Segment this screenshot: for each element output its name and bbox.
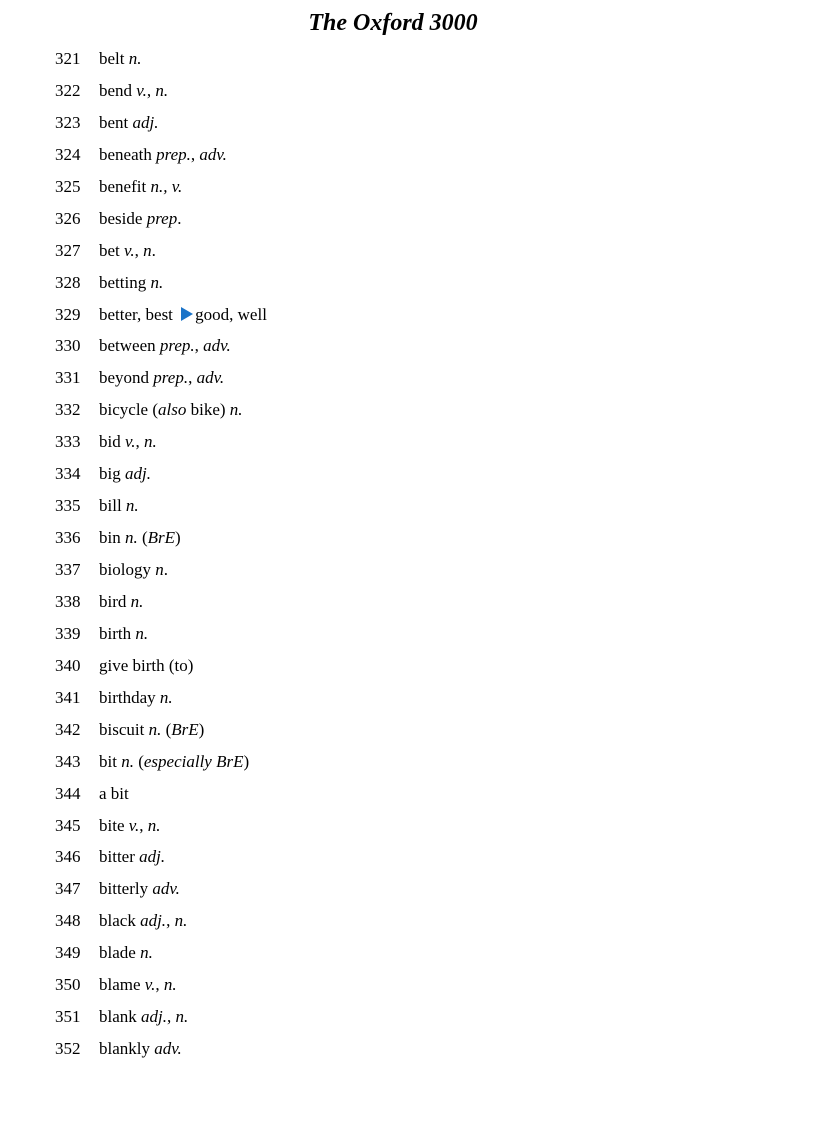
entry-word: bird (99, 591, 131, 611)
entry-label-italic: n. (128, 49, 142, 68)
entry-word: bitterly (99, 879, 153, 899)
entry-number: 324 (55, 144, 81, 164)
entry-label-italic: v. (124, 240, 135, 260)
entry-word: , (194, 336, 204, 356)
entry-text (99, 522, 181, 554)
entry-text (99, 969, 177, 1001)
entry-text (99, 330, 231, 362)
entry-word: birthday (99, 687, 160, 707)
entry-word: bill (99, 496, 126, 516)
entry-label-italic: n. (175, 1007, 189, 1027)
entry-label-italic: n. (130, 591, 144, 611)
list-item (0, 75, 816, 107)
entry-label-italic: adv. (196, 368, 225, 388)
entry-number: 342 (55, 719, 81, 739)
list-item (0, 746, 816, 778)
page-title: The Oxford 3000 (308, 10, 478, 36)
entry-label-italic: v. (144, 975, 156, 995)
entry-label-italic: adv. (203, 336, 231, 356)
entry-number: 341 (55, 687, 81, 707)
list-item (0, 714, 816, 746)
entry-text (99, 905, 187, 937)
list-item (0, 299, 816, 331)
entry-text (99, 810, 161, 842)
entry-word: bite (99, 815, 129, 835)
entry-word: blade (99, 943, 141, 963)
entry-text (99, 139, 227, 171)
list-item (0, 171, 816, 203)
entry-number: 325 (55, 176, 81, 196)
entry-number: 332 (55, 400, 81, 420)
entry-number: 350 (55, 975, 81, 995)
entry-label-italic: n. (150, 272, 164, 292)
entry-word: biscuit (99, 719, 149, 739)
list-item (0, 394, 816, 426)
entry-text (99, 75, 168, 107)
entry-number: 334 (55, 464, 81, 484)
entry-text (99, 937, 153, 969)
entry-text (99, 682, 173, 714)
list-item (0, 841, 816, 873)
list-item (0, 618, 816, 650)
entry-word: bent (99, 112, 133, 132)
entry-text (99, 841, 165, 873)
entry-word: . (151, 240, 156, 260)
entry-word: , (146, 80, 156, 100)
entry-word: , (139, 815, 148, 835)
entry-word: bit (99, 751, 122, 771)
list-item (0, 235, 816, 267)
list-item (0, 905, 816, 937)
list-item (0, 107, 816, 139)
entry-word: bend (99, 80, 137, 100)
entry-label-italic: n. (124, 528, 138, 548)
entry-word: . (163, 560, 168, 579)
entry-label-italic: prep (146, 208, 178, 228)
entry-word: ( (133, 751, 144, 771)
entry-word: biology (99, 560, 156, 579)
entry-number: 322 (55, 80, 81, 100)
entry-word: benefit (99, 176, 151, 196)
entry-word: bike) (186, 400, 230, 420)
entry-word: bid (99, 432, 125, 452)
entry-label-italic: n. (135, 623, 149, 643)
entry-label-italic: adj. (132, 112, 159, 132)
entry-word: birth (99, 623, 136, 643)
entry-number: 344 (55, 783, 81, 803)
entry-text (99, 650, 193, 682)
entry-word: bitter (99, 847, 140, 867)
entry-word: bin (99, 528, 125, 548)
entry-word: bicycle ( (99, 400, 158, 420)
entry-word: big (99, 464, 125, 484)
entry-label-italic: BrE (147, 528, 176, 548)
entry-text (99, 43, 142, 75)
entry-text (99, 426, 157, 458)
entry-number: 349 (55, 943, 81, 963)
list-item (0, 682, 816, 714)
list-item (0, 873, 816, 905)
entry-label-italic: especially BrE (143, 751, 244, 771)
entry-label-italic: n. (174, 911, 188, 931)
entry-label-italic: n. (155, 80, 169, 100)
entry-word: ) (175, 528, 181, 548)
entry-word: good, well (195, 304, 267, 324)
entry-label-italic: n., v. (150, 176, 183, 196)
entry-number: 327 (55, 240, 81, 260)
list-item (0, 362, 816, 394)
entry-label-italic: n. (121, 751, 134, 771)
list-item (0, 969, 816, 1001)
entry-word: better, best (99, 304, 178, 324)
entry-number: 331 (55, 368, 81, 388)
entry-word: beneath (99, 144, 157, 164)
entry-text (99, 873, 180, 905)
entry-label-italic: BrE (171, 719, 199, 739)
entry-number: 340 (55, 655, 81, 675)
entry-label-italic: n. (163, 975, 177, 995)
entry-label-italic: also (158, 400, 187, 420)
entry-number: 337 (55, 560, 81, 579)
entry-text (99, 778, 129, 810)
entry-label-italic: n. (229, 400, 243, 420)
arrow-right-icon (181, 307, 193, 321)
entry-label-italic: v. (128, 815, 140, 835)
entry-number: 335 (55, 496, 81, 516)
entry-text (99, 554, 168, 586)
entry-number: 346 (55, 847, 81, 867)
list-item (0, 139, 816, 171)
entry-word: ( (137, 528, 148, 548)
entry-word: black (99, 911, 141, 931)
entry-text (99, 107, 159, 139)
entry-label-italic: adj. (124, 464, 151, 484)
entry-number: 329 (55, 304, 81, 324)
entry-number: 339 (55, 623, 81, 643)
list-item (0, 937, 816, 969)
entry-number: 323 (55, 112, 81, 132)
entry-label-italic: adj. (141, 1007, 168, 1027)
list-item (0, 1033, 816, 1065)
entry-word: , (135, 432, 145, 452)
entry-text (99, 235, 156, 267)
list-item (0, 778, 816, 810)
list-item (0, 554, 816, 586)
entry-word: ( (161, 719, 172, 739)
list-item (0, 458, 816, 490)
entry-word: betting (99, 272, 151, 292)
entry-label-italic: n (155, 560, 164, 579)
entry-number: 333 (55, 432, 81, 452)
entry-label-italic: prep. (156, 144, 191, 164)
list-item (0, 267, 816, 299)
list-item (0, 586, 816, 618)
entry-label-italic: n. (159, 687, 173, 707)
entry-number: 326 (55, 208, 81, 228)
entry-word: , (134, 240, 144, 260)
entry-text (99, 1033, 182, 1065)
entry-label-italic: prep. (159, 336, 195, 356)
entry-word: , (190, 144, 200, 164)
entry-label-italic: v. (136, 80, 147, 100)
entry-text (99, 362, 224, 394)
entry-text (99, 267, 163, 299)
entry-label-italic: prep. (153, 368, 189, 388)
entry-text (99, 746, 249, 778)
entry-label-italic: n. (147, 815, 161, 835)
entry-label-italic: n. (125, 496, 139, 516)
entry-text (99, 618, 148, 650)
entry-label-italic: n. (140, 943, 153, 963)
entry-text (99, 1001, 188, 1033)
entry-label-italic: n. (144, 432, 157, 452)
entry-word: between (99, 336, 160, 356)
entry-number: 338 (55, 591, 81, 611)
entry-label-italic: adj. (140, 911, 167, 931)
list-item (0, 330, 816, 362)
entry-number: 330 (55, 336, 81, 356)
entry-label-italic: adv. (199, 144, 227, 164)
entry-text (99, 586, 143, 618)
word-list (0, 43, 816, 1065)
entry-word: , (166, 911, 175, 931)
entry-word: , (167, 1007, 176, 1027)
entry-text (99, 299, 267, 331)
entry-word: blame (99, 975, 145, 995)
entry-number: 321 (55, 49, 81, 68)
entry-text (99, 458, 151, 490)
entry-label-italic: n. (148, 719, 162, 739)
entry-word: beside (99, 208, 147, 228)
list-item (0, 522, 816, 554)
list-item (0, 43, 816, 75)
entry-text (99, 490, 139, 522)
entry-word: a bit (99, 783, 129, 803)
list-item (0, 203, 816, 235)
entry-label-italic: adv. (152, 879, 180, 899)
entry-word: give birth (to) (99, 655, 194, 675)
entry-label-italic: adj. (139, 847, 166, 867)
entry-number: 348 (55, 911, 81, 931)
entry-word: ) (243, 751, 250, 771)
entry-word: ) (198, 719, 205, 739)
entry-label-italic: v. (124, 432, 136, 452)
entry-label-italic: adv. (154, 1039, 182, 1059)
entry-word: blank (99, 1007, 142, 1027)
entry-number: 343 (55, 751, 81, 771)
entry-number: 347 (55, 879, 81, 899)
entry-text (99, 394, 243, 426)
entry-word: beyond (99, 368, 154, 388)
entry-number: 351 (55, 1007, 81, 1027)
entry-number: 345 (55, 815, 81, 835)
entry-word: , (188, 368, 197, 388)
entry-word: belt (99, 49, 129, 68)
entry-number: 328 (55, 272, 81, 292)
entry-text (99, 714, 204, 746)
list-item (0, 490, 816, 522)
entry-word: , (155, 975, 164, 995)
list-item (0, 650, 816, 682)
list-item (0, 426, 816, 458)
entry-word: bet (99, 240, 125, 260)
entry-word: . (177, 208, 182, 228)
entry-text (99, 203, 181, 235)
list-item (0, 810, 816, 842)
entry-number: 336 (55, 528, 81, 548)
list-item (0, 1001, 816, 1033)
entry-label-italic: n (143, 240, 152, 260)
entry-text (99, 171, 182, 203)
entry-number: 352 (55, 1039, 81, 1059)
entry-word: blankly (99, 1039, 155, 1059)
